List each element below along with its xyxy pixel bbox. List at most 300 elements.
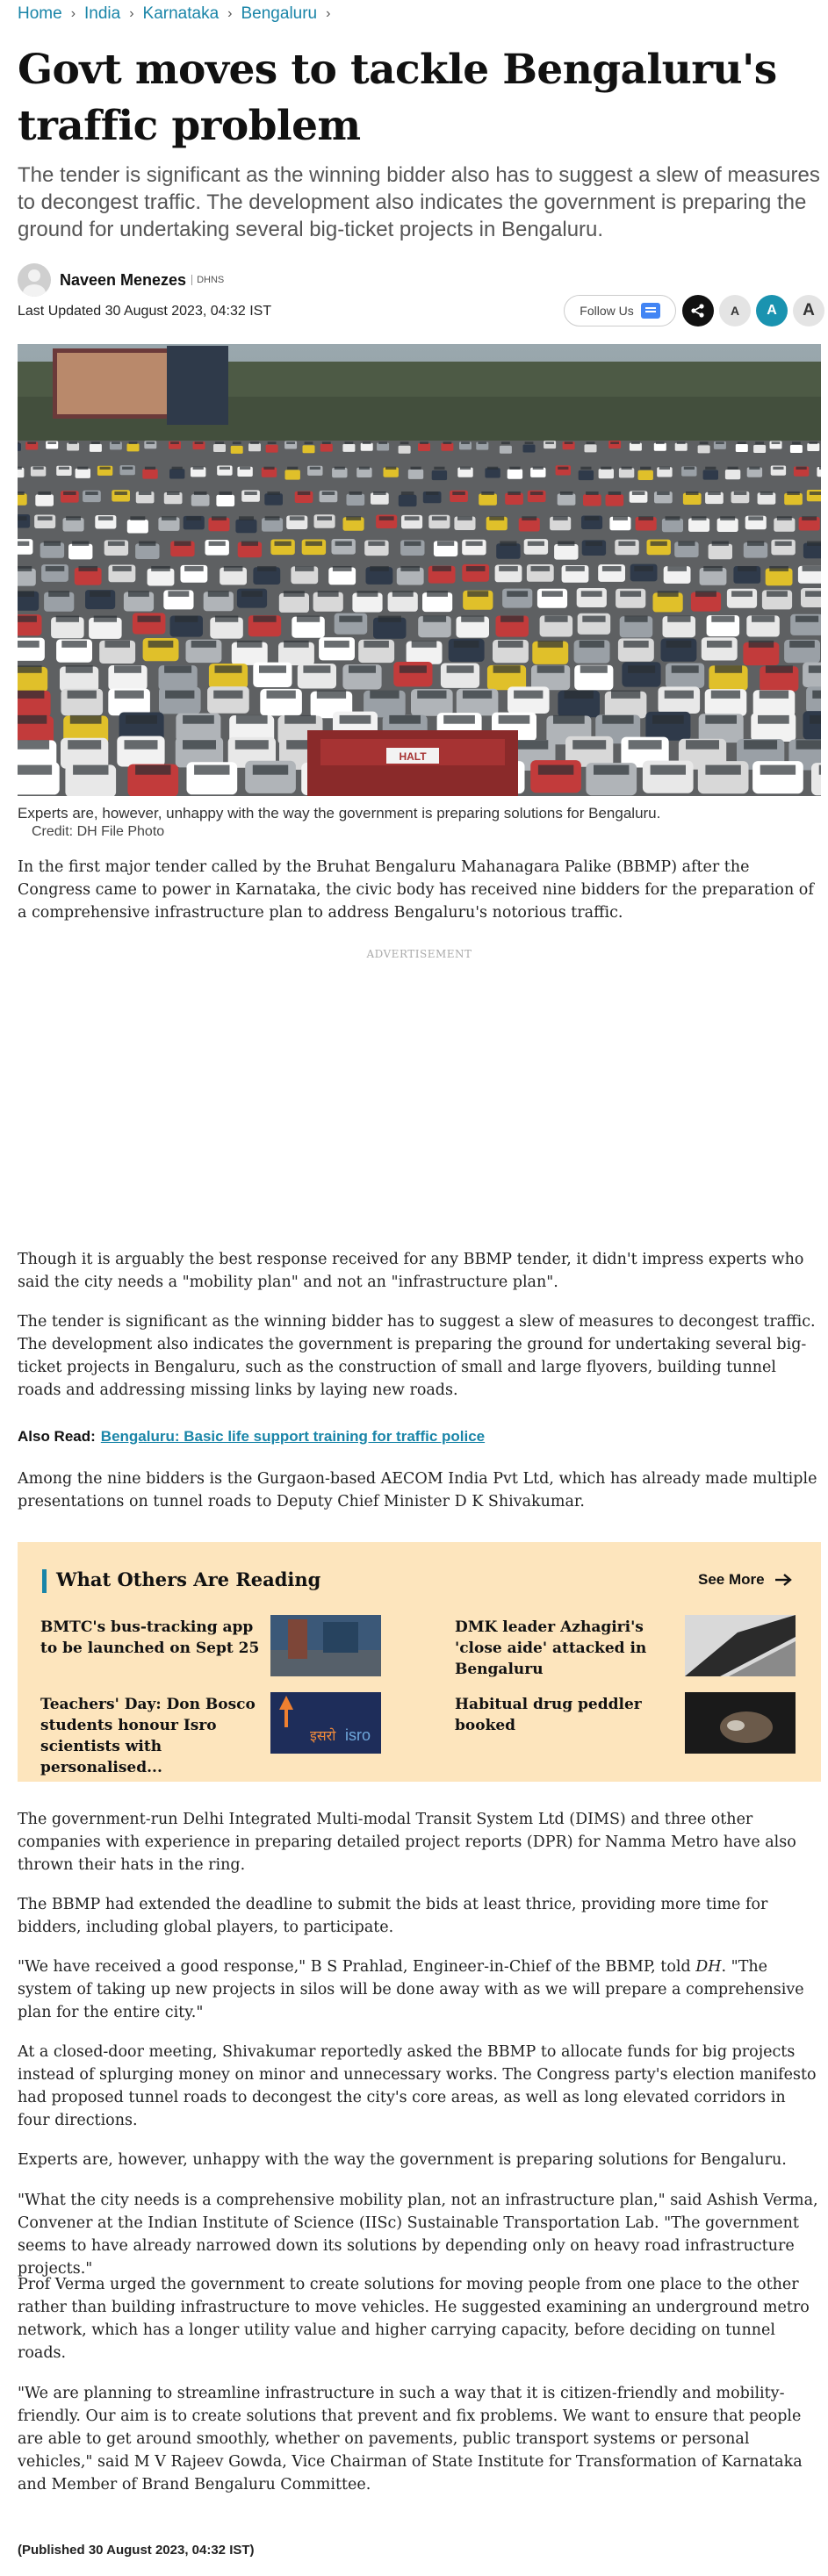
vehicle-window [284, 641, 309, 648]
chevron-right-icon: › [227, 6, 233, 21]
vehicle-window [507, 591, 528, 597]
vehicle-window [478, 441, 486, 444]
vehicle-window [437, 542, 454, 546]
vehicle-window [686, 492, 699, 495]
vehicle-window [250, 441, 259, 444]
vehicle-window [608, 492, 622, 495]
vehicle-window [349, 492, 363, 495]
vehicle-window [284, 715, 316, 724]
vehicle-window [667, 566, 687, 571]
vehicle-window [100, 467, 111, 470]
vehicle-window [191, 641, 217, 648]
vehicle-window [651, 765, 686, 775]
vehicle-window [581, 591, 602, 597]
vehicle-window [514, 691, 543, 699]
vehicle-shape [35, 494, 54, 506]
vehicle-window [767, 591, 788, 597]
arrow-right-icon [774, 1573, 793, 1587]
vehicle-shape [418, 443, 430, 451]
also-read-link[interactable]: Bengaluru: Basic life support training for traffic police [100, 1428, 486, 1445]
vehicle-window [525, 441, 534, 444]
vehicle-window [738, 566, 757, 571]
reading-item-title[interactable]: Habitual drug peddler booked [455, 1696, 642, 1734]
vehicle-window [303, 665, 330, 673]
vehicle-window [128, 591, 149, 597]
vehicle-window [235, 740, 269, 750]
vehicle-window [112, 566, 132, 571]
vehicle-window [707, 641, 732, 648]
vehicle-window [452, 492, 465, 495]
vehicle-window [240, 467, 250, 470]
reading-item-thumbnail[interactable] [270, 1615, 381, 1676]
vehicle-window [629, 740, 662, 750]
vehicle-shape [393, 662, 432, 686]
vehicle-window [530, 492, 544, 495]
vehicle-window [423, 616, 446, 622]
vehicle-window [812, 691, 821, 699]
vehicle-shape [342, 444, 355, 452]
vehicle-window [565, 441, 573, 444]
vehicle-window [628, 665, 655, 673]
vehicle-window [164, 665, 191, 673]
vehicle-window [695, 591, 716, 597]
vehicle-window [586, 492, 599, 495]
vehicle-window [267, 691, 296, 699]
paragraph-8: At a closed-door meeting, Shivakumar reportedly asked the BBMP to allocate funds for big projects instead of splurging money on minor and unnecessary works. The Congress party's election manifesto had proposed tunnel roads to decongest the city's core areas, as well as long elevated corridors in four directions. [18, 2043, 817, 2129]
vehicle-window [631, 441, 640, 444]
breadcrumb-home[interactable]: Home [18, 4, 62, 23]
vehicle-window [666, 516, 680, 520]
vehicle-window [335, 542, 352, 546]
vehicle-shape [753, 445, 766, 453]
vehicle-window [792, 441, 801, 444]
vehicle-shape [320, 444, 333, 452]
reading-item-title[interactable]: BMTC's bus-tracking app to be launched on Sept 25 [40, 1618, 260, 1657]
vehicle-window [335, 467, 345, 470]
vehicle-window [400, 665, 427, 673]
breadcrumb [18, 3, 339, 25]
vehicle-window [63, 492, 76, 495]
paragraph-9: Experts are, however, unhappy with the way the government is preparing solutions for Bengaluru. [18, 2151, 787, 2169]
vehicle-window [634, 566, 653, 571]
vehicle-window [265, 516, 280, 520]
vehicle-window [622, 467, 632, 470]
vehicle-window [268, 441, 277, 444]
vehicle-window [572, 740, 606, 750]
vehicle-window [208, 591, 229, 597]
vehicle-window [38, 516, 53, 520]
vehicle-window [499, 566, 518, 571]
vehicle-window [684, 467, 695, 470]
vehicle-window [748, 516, 763, 520]
vehicle-window [493, 665, 521, 673]
vehicle-window [139, 542, 155, 546]
vehicle-window [481, 492, 494, 495]
reading-item-thumbnail[interactable] [685, 1692, 796, 1754]
vehicle-shape [709, 544, 732, 560]
vehicle-shape [583, 494, 601, 506]
vehicle-window [553, 715, 585, 724]
vehicle-window [90, 591, 111, 597]
vehicle-window [378, 616, 401, 622]
vehicle-window [130, 516, 145, 520]
vehicle-window [758, 715, 789, 724]
font-size-medium-button[interactable]: A [756, 295, 788, 326]
vehicle-window [515, 740, 548, 750]
vehicle-window [461, 616, 484, 622]
vehicle-window [454, 641, 479, 648]
vehicle-shape [698, 445, 710, 453]
share-icon [690, 303, 706, 319]
vehicle-window [738, 441, 746, 444]
vehicle-shape [231, 446, 243, 454]
vehicle-window [760, 765, 796, 775]
vehicle-window [810, 492, 821, 495]
vehicle-window [194, 765, 229, 775]
vehicle-window [318, 591, 339, 597]
vehicle-shape [285, 470, 300, 479]
vehicle-shape [790, 445, 803, 453]
paragraph-5: The government-run Delhi Integrated Multi-modal Transit System Ltd (DIMS) and three other companies with experience in preparing detailed project reports (DPR) for Namma Metro have also thrown their hats in the ring. [18, 1811, 796, 1874]
breadcrumb-india[interactable]: India [84, 4, 121, 23]
vehicle-window [125, 740, 158, 750]
vehicle-window [47, 441, 56, 444]
reading-item[interactable] [455, 1615, 806, 1682]
vehicle-window [499, 715, 530, 724]
vehicle-window [538, 765, 573, 775]
vehicle-window [432, 516, 447, 520]
vehicle-window [624, 616, 647, 622]
vehicle-window [310, 467, 320, 470]
vehicle-window [220, 467, 230, 470]
vehicle-window [666, 641, 692, 648]
vehicle-window [560, 492, 573, 495]
hero-sign-text: HALT [399, 750, 427, 763]
vehicle-window [317, 516, 332, 520]
vehicle-window [528, 542, 544, 546]
vehicle-window [175, 616, 198, 622]
vehicle-window [460, 467, 471, 470]
vehicle-shape [76, 469, 90, 478]
see-more-button[interactable] [698, 1571, 793, 1589]
vehicle-window [501, 441, 510, 444]
vehicle-window [72, 542, 89, 546]
vehicle-window [148, 641, 174, 648]
vehicle-window [209, 542, 226, 546]
vehicle-shape [606, 494, 624, 506]
vehicle-window [734, 492, 747, 495]
vehicle-window [368, 542, 385, 546]
vehicle-window [104, 641, 130, 648]
vehicle-window [601, 467, 611, 470]
paragraph-10: "What the city needs is a comprehensive mobility plan, not an infrastructure plan," said Ashish Verma, Convener at the Indian Institute of Science (IISc) Sustainable Transportation Lab. "The government seems to have already narrowed down its solutions by depending only on heavy road infrastructure projects." [18, 2192, 818, 2278]
vehicle-window [98, 516, 113, 520]
vehicle-window [809, 665, 821, 673]
vehicle-window [295, 566, 314, 571]
vehicle-window [659, 467, 670, 470]
breadcrumb-karnataka[interactable]: Karnataka [142, 4, 220, 23]
paragraph-7-text: "We have received a good response," B S Prahlad, Engineer-in-Chief of the BBMP, told [18, 1958, 696, 1976]
vehicle-window [18, 641, 40, 648]
vehicle-window [775, 542, 792, 546]
paragraph-1: In the first major tender called by the Bruhat Bengaluru Mahanagara Palike (BBMP) after the Congress came to power in Karnataka, the civic body has received nine bidders for the preparation of a comprehensive infrastructure plan to address Bengaluru's notorious traffic. [18, 858, 814, 922]
vehicle-window [531, 566, 551, 571]
vehicle-window [705, 715, 737, 724]
vehicle-window [322, 492, 335, 495]
vehicle-window [487, 467, 498, 470]
chevron-right-icon: › [129, 6, 134, 21]
vehicle-window [705, 765, 740, 775]
article-summary: The tender is significant as the winning bidder also has to suggest a slew of measures to decongest traffic. The development also indicates the government is preparing the ground for undertaking several big-ticket projects in Bengaluru. [18, 163, 820, 241]
vehicle-shape [654, 443, 666, 451]
vehicle-window [27, 441, 36, 444]
reading-item[interactable] [455, 1692, 806, 1759]
vehicle-shape [441, 443, 453, 451]
vehicle-window [162, 516, 176, 520]
vehicle-window [678, 542, 695, 546]
vehicle-window [385, 467, 396, 470]
vehicle-window [339, 616, 362, 622]
vehicle-window [122, 467, 133, 470]
vehicle-window [215, 441, 224, 444]
vehicle-window [112, 441, 120, 444]
hero-image [18, 344, 821, 796]
vehicle-window [411, 467, 421, 470]
vehicle-window [363, 441, 371, 444]
vehicle-window [769, 566, 788, 571]
reading-item-thumbnail[interactable] [270, 1692, 381, 1754]
vehicle-window [553, 516, 568, 520]
follow-us-button[interactable] [564, 295, 676, 326]
vehicle-window [805, 591, 821, 597]
article-headline: Govt moves to tackle Bengaluru's traffic problem [18, 46, 777, 150]
vehicle-shape [508, 470, 522, 479]
vehicle-window [213, 691, 242, 699]
vehicle-window [686, 740, 719, 750]
vehicle-shape [558, 494, 576, 506]
vehicle-window [533, 467, 544, 470]
vehicle-window [224, 566, 243, 571]
vehicle-window [498, 641, 523, 648]
reading-item[interactable] [40, 1692, 392, 1776]
vehicle-window [755, 441, 764, 444]
vehicle-window [773, 467, 783, 470]
vehicle-window [703, 566, 723, 571]
vehicle-window [760, 691, 788, 699]
what-others-reading [18, 1542, 821, 1782]
vehicle-window [357, 591, 378, 597]
vehicle-window [796, 740, 822, 750]
paragraph-6: The BBMP had extended the deadline to submit the bids at least thrice, providing more time for bidders, including global players, to participate. [18, 1896, 768, 1936]
chevron-right-icon: › [326, 6, 331, 21]
isro-thumb-hindi: इसरो [310, 1727, 336, 1744]
vehicle-shape [303, 445, 315, 453]
traffic-photo [18, 344, 821, 796]
vehicle-window [18, 467, 22, 470]
section-accent-bar [42, 1569, 47, 1593]
vehicle-window [18, 441, 19, 444]
vehicle-window [672, 665, 699, 673]
vehicle-shape [399, 495, 417, 506]
vehicle-window [715, 665, 742, 673]
vehicle-shape [191, 494, 210, 506]
vehicle-window [500, 542, 516, 546]
vehicle-window [139, 492, 152, 495]
vehicle-window [91, 441, 100, 444]
vehicle-window [544, 616, 567, 622]
breadcrumb-bengaluru[interactable]: Bengaluru [241, 4, 318, 23]
vehicle-window [68, 740, 101, 750]
vehicle-window [711, 616, 734, 622]
vehicle-window [193, 467, 204, 470]
vehicle-shape [142, 469, 157, 478]
vehicle-window [602, 566, 622, 571]
paragraph-4: Among the nine bidders is the Gurgaon-based AECOM India Pvt Ltd, which has already made multiple presentations on tunnel roads to Deputy Chief Minister D K Shivakumar. [18, 1470, 817, 1510]
vehicle-window [623, 641, 649, 648]
vehicle-window [94, 616, 117, 622]
vehicle-window [580, 641, 605, 648]
vehicle-window [538, 641, 564, 648]
vehicle-window [18, 715, 47, 724]
vehicle-window [346, 516, 361, 520]
vehicle-window [731, 591, 752, 597]
vehicle-window [253, 765, 288, 775]
vehicle-window [333, 566, 352, 571]
paragraph-2: Though it is arguably the best response received for any BBMP tender, it didn't impress experts who said the city needs a "mobility plan" and not an "infrastructure plan". [18, 1251, 804, 1291]
vehicle-window [810, 715, 821, 724]
vehicle-window [389, 715, 421, 724]
reading-item[interactable] [40, 1615, 392, 1682]
also-read-label: Also Read: [18, 1428, 96, 1445]
vehicle-window [632, 492, 645, 495]
vehicle-window [61, 641, 87, 648]
share-button[interactable] [682, 295, 714, 326]
vehicle-window [802, 516, 817, 520]
vehicle-window [708, 492, 721, 495]
vehicle-window [789, 641, 815, 648]
vehicle-window [447, 665, 474, 673]
vehicle-window [340, 715, 371, 724]
vehicle-shape [18, 493, 27, 505]
vehicle-window [186, 516, 201, 520]
vehicle-shape [725, 470, 740, 479]
vehicle-window [618, 542, 635, 546]
last-updated: Last Updated 30 August 2023, 04:32 IST [18, 304, 272, 319]
vehicle-window [404, 542, 421, 546]
vehicle-window [426, 492, 439, 495]
agency-label: DHNS [191, 275, 224, 285]
vehicle-window [807, 542, 821, 546]
vehicle-shape [675, 443, 688, 451]
vehicle-window [711, 691, 740, 699]
vehicle-window [463, 691, 492, 699]
vehicle-window [466, 566, 486, 571]
vehicle-shape [127, 443, 140, 451]
vehicle-window [651, 542, 667, 546]
reading-item-title[interactable]: Teachers' Day: Don Bosco students honour Isro scientists with personalised... [40, 1696, 256, 1776]
author-name[interactable]: Naveen Menezes [60, 270, 187, 289]
vehicle-window [465, 542, 482, 546]
vehicle-window [667, 616, 690, 622]
vehicle-window [170, 441, 179, 444]
reading-item-thumbnail[interactable] [685, 1615, 796, 1676]
vehicle-window [220, 492, 233, 495]
vehicle-window [322, 441, 331, 444]
vehicle-window [183, 740, 216, 750]
vehicle-window [298, 492, 311, 495]
vehicle-window [79, 566, 98, 571]
vehicle-window [233, 441, 241, 444]
vehicle-window [587, 441, 595, 444]
also-read [18, 1428, 485, 1446]
vehicle-window [267, 492, 280, 495]
vehicle-window [33, 467, 44, 470]
vehicle-window [364, 641, 389, 648]
vehicle-window [747, 542, 764, 546]
vehicle-window [184, 566, 204, 571]
vehicle-window [716, 441, 724, 444]
vehicle-window [73, 765, 108, 775]
vehicle-window [305, 441, 313, 444]
vehicle-window [18, 765, 52, 775]
vehicle-window [317, 691, 346, 699]
vehicle-window [253, 616, 276, 622]
vehicle-shape [68, 544, 92, 560]
google-news-icon [641, 303, 660, 319]
vehicle-window [195, 441, 204, 444]
vehicle-window [135, 765, 170, 775]
vehicle-window [665, 691, 694, 699]
vehicle-window [467, 591, 488, 597]
vehicle-window [652, 715, 684, 724]
reading-item-title[interactable]: DMK leader Azhagiri's 'close aide' attacked in Bengaluru [455, 1618, 647, 1678]
font-size-small-button[interactable]: A [719, 295, 751, 326]
vehicle-window [712, 542, 729, 546]
vehicle-window [18, 616, 37, 622]
vehicle-window [18, 492, 25, 495]
hero-credit: Credit: DH File Photo [32, 824, 165, 839]
vehicle-window [400, 566, 420, 571]
vehicle-window [151, 566, 170, 571]
vehicle-window [370, 691, 399, 699]
vehicle-window [522, 516, 536, 520]
vehicle-window [558, 542, 574, 546]
vehicle-window [677, 441, 686, 444]
vehicle-window [38, 492, 51, 495]
vehicle-window [728, 467, 738, 470]
vehicle-shape [18, 443, 21, 451]
vehicle-window [580, 665, 608, 673]
vehicle-window [379, 516, 394, 520]
vehicle-shape [554, 544, 578, 560]
vehicle-window [766, 665, 793, 673]
vehicle-window [803, 566, 821, 571]
vehicle-window [489, 516, 504, 520]
vehicle-window [700, 441, 709, 444]
vehicle-window [692, 516, 707, 520]
vehicle-window [165, 691, 194, 699]
vehicle-window [115, 691, 144, 699]
vehicle-window [405, 516, 420, 520]
vehicle-window [610, 441, 619, 444]
vehicle-window [565, 566, 585, 571]
vehicle-shape [638, 470, 653, 480]
vehicle-window [602, 715, 634, 724]
font-size-large-button[interactable]: A [793, 295, 824, 326]
vehicle-window [373, 492, 386, 495]
vehicle-window [796, 616, 818, 622]
vehicle-window [290, 516, 305, 520]
